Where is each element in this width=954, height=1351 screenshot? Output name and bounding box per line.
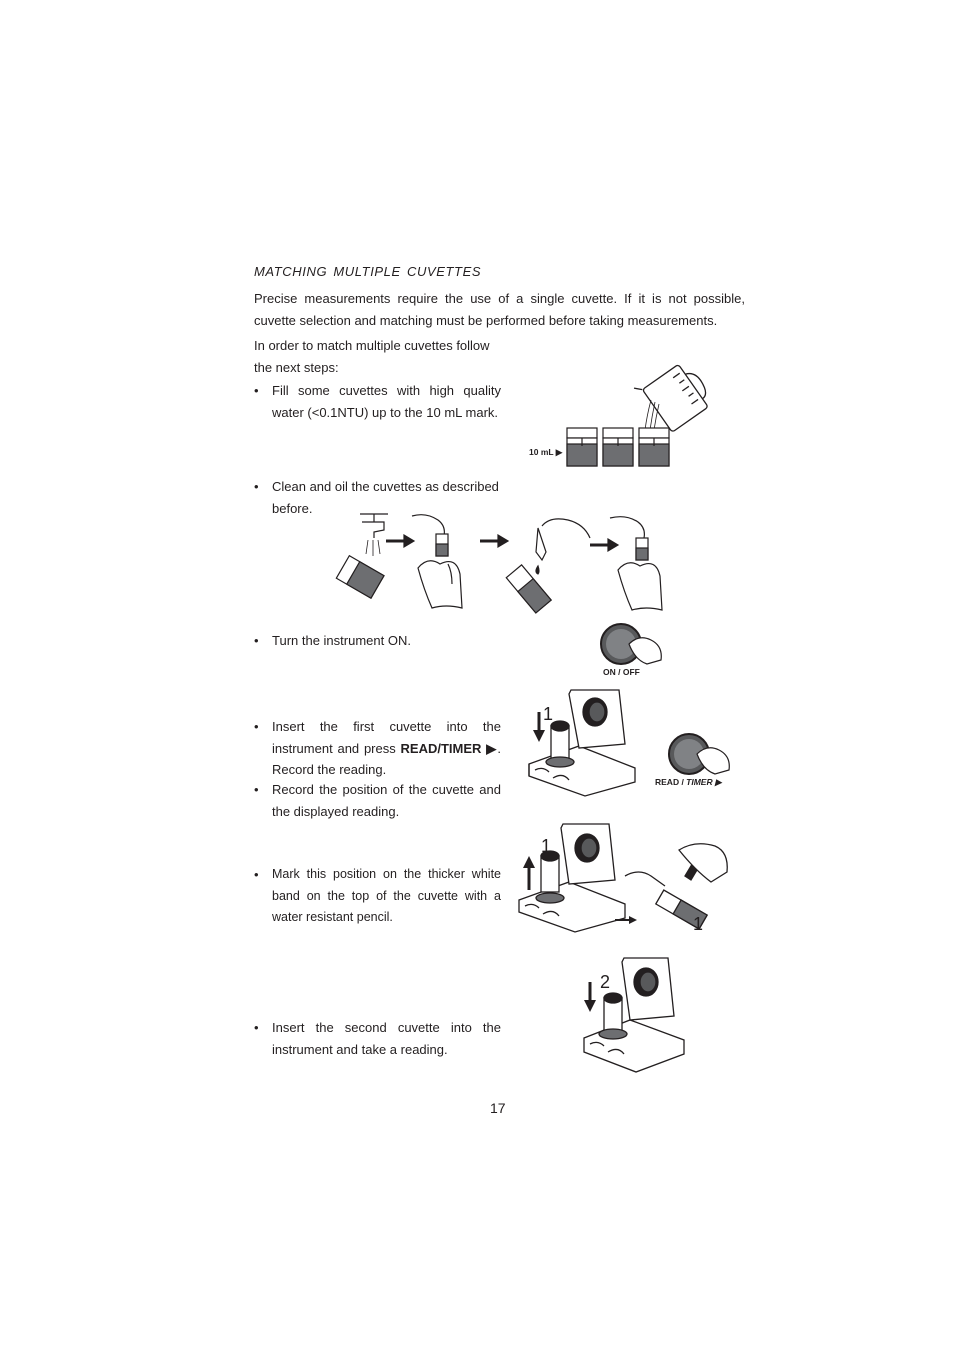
fill-cuvettes-illustration — [525, 360, 725, 470]
step-turn-on: • Turn the instrument ON. — [254, 633, 411, 648]
oil-dropper-icon — [506, 519, 590, 613]
read-timer-key: READ/TIMER ▶ — [400, 740, 498, 756]
hand-cloth-icon — [412, 515, 462, 608]
step-number-label: 2 — [600, 972, 611, 992]
step-record-position: • Record the position of the cuvette and the displayed reading. — [254, 782, 501, 819]
mark-number-label: 1 — [693, 914, 704, 934]
insert-first-cuvette-illustration — [525, 686, 645, 798]
hand-icon — [625, 872, 665, 886]
step-number-label: 1 — [543, 704, 554, 724]
cuvette-2-icon — [603, 428, 633, 466]
step-mark-position: • Mark this position on the thicker white band on the top of the cuvette with a water resistant pencil. — [254, 867, 501, 924]
page-number: 17 — [490, 1100, 506, 1116]
read-timer-label: READ / TIMER ▶ — [655, 777, 722, 787]
cuvette-row — [567, 428, 669, 466]
clean-oil-sequence-illustration — [328, 508, 678, 614]
hand-cloth-icon — [610, 517, 662, 610]
section-title: MATCHING MULTIPLE CUVETTES — [254, 264, 482, 279]
steps-intro: In order to match multiple cuvettes follow the next steps: — [254, 338, 490, 375]
cuvette-wash-icon — [336, 556, 384, 599]
on-off-button-illustration — [595, 620, 675, 682]
step-insert-second: • Insert the second cuvette into the instrument and take a reading. — [254, 1020, 501, 1057]
step-insert-first: • Insert the first cuvette into the instrument and press READ/TIMER ▶. Record the reading. — [254, 719, 501, 777]
intro-paragraph: Precise measurements require the use of a single cuvette. If it is not possible, cuvette selection and matching must be performed before taking measurements. — [254, 291, 745, 328]
faucet-icon — [360, 514, 388, 556]
cuvette-1-icon — [567, 428, 597, 466]
step-clean-oil: • Clean and oil the cuvettes as described before. — [254, 479, 499, 516]
ten-ml-mark-label: 10 mL ▶ — [529, 447, 563, 457]
step-number-label: 1 — [541, 836, 552, 856]
insert-second-cuvette-illustration — [580, 954, 690, 1084]
on-off-label: ON / OFF — [603, 667, 640, 677]
read-timer-button-illustration — [655, 730, 745, 792]
cuvette-3-icon — [639, 428, 669, 466]
step-fill-cuvettes: • Fill some cuvettes with high quality water (<0.1NTU) up to the 10 mL mark. — [254, 383, 501, 420]
remove-mark-cuvette-illustration — [515, 820, 735, 950]
